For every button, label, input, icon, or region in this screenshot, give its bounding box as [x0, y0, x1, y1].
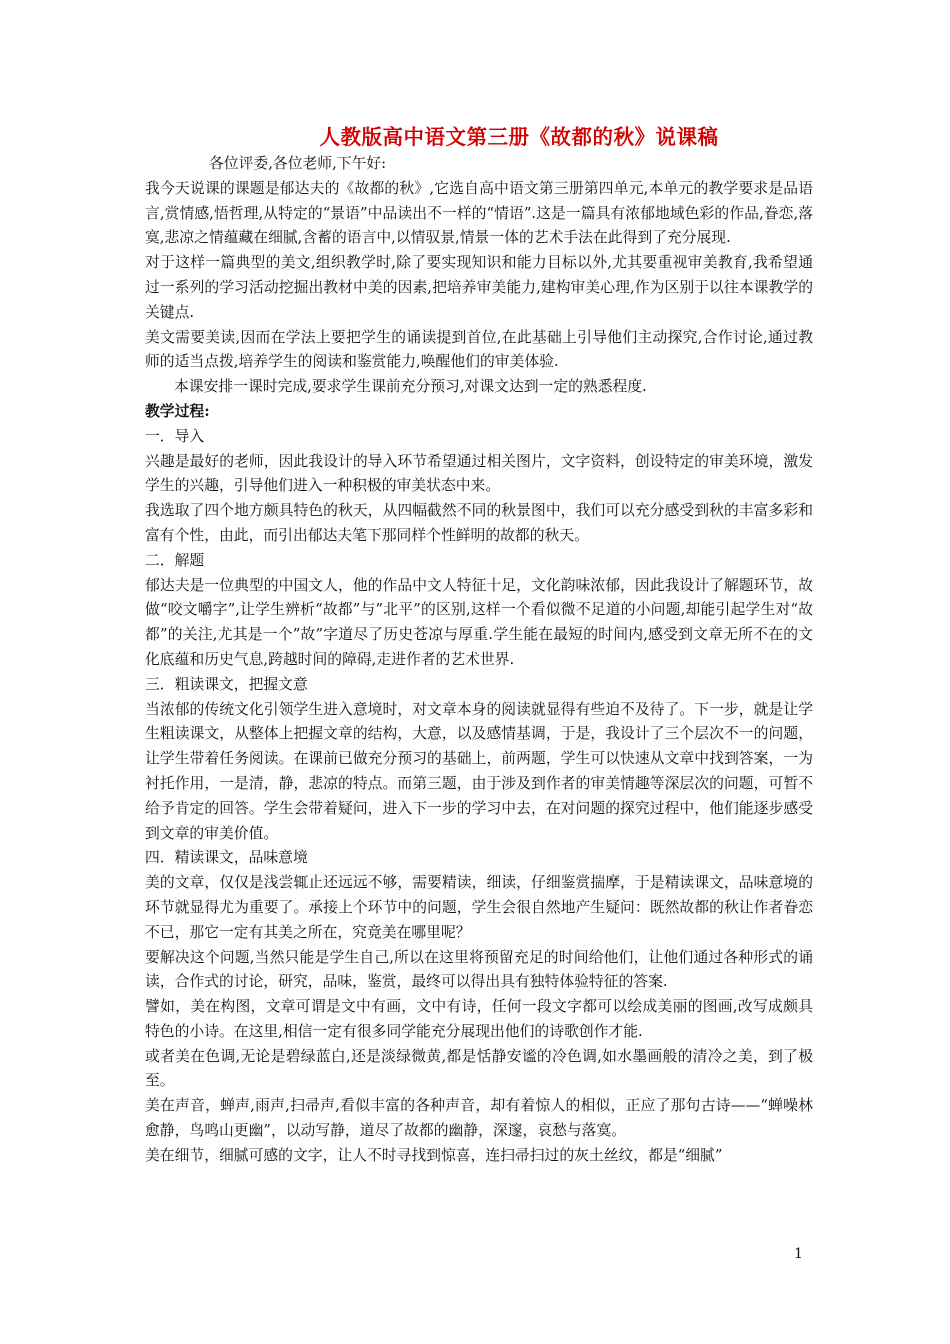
paragraph: 或者美在色调,无论是碧绿蓝白,还是淡绿微黄,都是恬静安谧的冷色调,如水墨画般的清冷之美，到了极至。 [145, 1047, 813, 1090]
paragraph: 我今天说课的课题是郁达夫的《故都的秋》,它选自高中语文第三册第四单元,本单元的教学要求是品语言,赏情感,悟哲理,从特定的“景语”中品读出不一样的“情语”.这是一篇具有浓郁地域色彩的作品,眷恋,落寞,悲凉之情蕴藏在细腻,含蓄的语言中,以情驭景,情景一体的艺术手法在此得到了充分展现. [145, 179, 813, 247]
page-number: 1 [794, 1246, 803, 1262]
paragraph: 美在声音，蝉声,雨声,扫帚声,看似丰富的各种声音，却有着惊人的相似，正应了那句古诗——“蝉噪林愈静，鸟鸣山更幽”，以动写静，道尽了故都的幽静，深邃，哀愁与落寞。 [145, 1097, 813, 1140]
paragraph: 要解决这个问题,当然只能是学生自己,所以在这里将预留充足的时间给他们，让他们通过各种形式的诵读，合作式的讨论，研究，品味，鉴赏，最终可以得出具有独特体验特征的答案. [145, 948, 813, 991]
paragraph: 兴趣是最好的老师，因此我设计的导入环节希望通过相关图片，文字资料，创设特定的审美环境，激发学生的兴趣，引导他们进入一种积极的审美状态中来。 [145, 452, 813, 495]
paragraph: 美的文章，仅仅是浅尝辄止还远远不够，需要精读，细读，仔细鉴赏揣摩，于是精读课文，品味意境的环节就显得尤为重要了。承接上个环节中的问题，学生会很自然地产生疑问：既然故都的秋让作者眷恋不已，那它一定有其美之所在，究竟美在哪里呢？ [145, 874, 813, 941]
paragraph: 二．解题 [145, 551, 205, 569]
paragraph: 我选取了四个地方颇具特色的秋天，从四幅截然不同的秋景图中，我们可以充分感受到秋的丰富多彩和富有个性，由此，而引出郁达夫笔下那同样个性鲜明的故都的秋天。 [145, 502, 813, 544]
paragraph: 本课安排一课时完成,要求学生课前充分预习,对课文达到一定的熟悉程度. [174, 378, 647, 396]
paragraph: 三．粗读课文，把握文意 [145, 675, 308, 693]
paragraph-list [145, 152, 813, 1169]
paragraph: 对于这样一篇典型的美文,组织教学时,除了要实现知识和能力目标以外,尤其要重视审美教育,我希望通过一系列的学习活动挖掘出教材中美的因素,把培养审美能力,建构审美心理,作为区别于以往本课教学的关键点. [145, 254, 813, 321]
section-heading: 教学过程: [145, 402, 210, 420]
paragraph: 譬如，美在构图，文章可谓是文中有画，文中有诗，任何一段文字都可以绘成美丽的图画,改写成颇具特色的小诗。在这里,相信一定有很多同学能充分展现出他们的诗歌创作才能. [145, 998, 813, 1040]
paragraph: 郁达夫是一位典型的中国文人，他的作品中文人特征十足，文化韵味浓郁，因此我设计了解题环节，故做“咬文嚼字”,让学生辨析“故都”与”北平”的区别,这样一个看似微不足道的小问题,却能引起学生对“故都”的关注,尤其是一个”故”字道尽了历史苍凉与厚重.学生能在最短的时间内,感受到文章无所不在的文化底蕴和历史气息,跨越时间的障碍,走进作者的艺术世界. [145, 576, 813, 668]
document-body [145, 122, 813, 1169]
paragraph: 四．精读课文，品味意境 [145, 849, 308, 867]
paragraph: 一．导入 [145, 427, 205, 445]
paragraph: 美在细节，细腻可感的文字，让人不时寻找到惊喜，连扫帚扫过的灰土丝纹，都是“细腻” [145, 1146, 723, 1164]
document-title: 人教版高中语文第三册《故都的秋》说课稿 [319, 125, 719, 149]
paragraph: 各位评委,各位老师,下午好: [209, 155, 387, 172]
paragraph: 当浓郁的传统文化引领学生进入意境时，对文章本身的阅读就显得有些迫不及待了。下一步，就是让学生粗读课文，从整体上把握文章的结构，大意，以及感情基调，于是，我设计了三个层次不一的问题，让学生带着任务阅读。在课前已做充分预习的基础上，前两题，学生可以快速从文章中找到答案，一为衬托作用，一是清，静，悲凉的特点。而第三题，由于涉及到作者的审美情趣等深层次的问题，可暂不给予肯定的回答。学生会带着疑问，进入下一步的学习中去，在对问题的探究过程中，他们能逐步感受到文章的审美价值。 [145, 700, 813, 842]
paragraph: 美文需要美读,因而在学法上要把学生的诵读提到首位,在此基础上引导他们主动探究,合作讨论,通过教师的适当点拨,培养学生的阅读和鉴赏能力,唤醒他们的审美体验. [145, 328, 813, 371]
